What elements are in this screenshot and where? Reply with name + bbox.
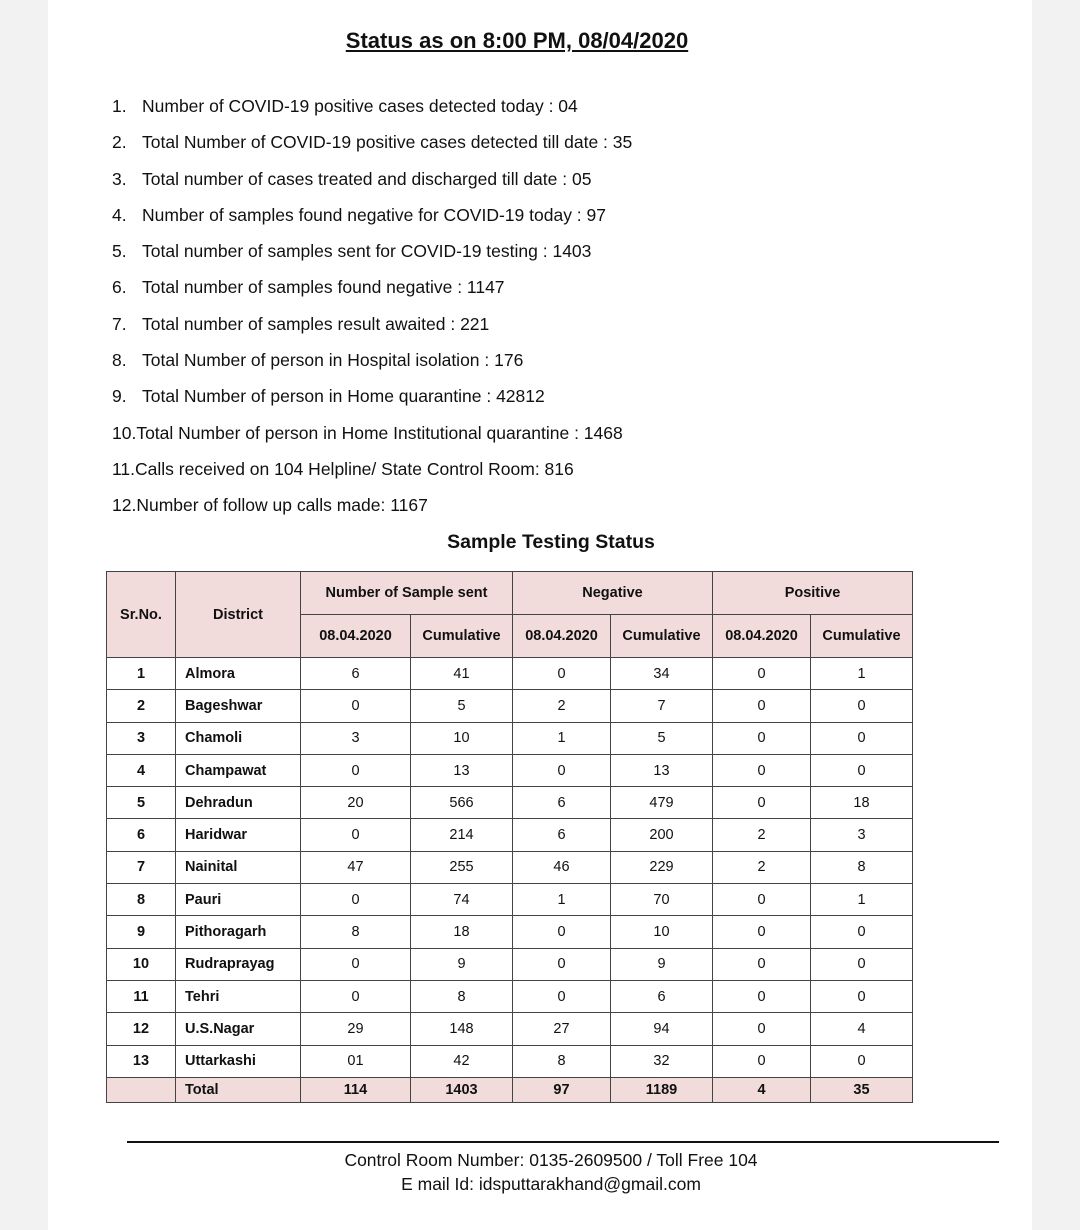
row-district: Pithoragarh: [176, 916, 301, 948]
row-value: 0: [811, 948, 913, 980]
row-value: 74: [411, 884, 513, 916]
summary-item-text: Calls received on 104 Helpline/ State Control Room: 816: [135, 458, 574, 479]
summary-item-number: 9.: [112, 386, 127, 407]
summary-item: [112, 166, 632, 202]
row-srno: 8: [107, 884, 176, 916]
row-district: Champawat: [176, 754, 301, 786]
table-row: [107, 722, 913, 754]
table-body: [107, 658, 913, 1078]
row-value: 5: [411, 690, 513, 722]
row-value: 148: [411, 1013, 513, 1045]
summary-item-number: 4.: [112, 204, 127, 225]
row-value: 42: [411, 1045, 513, 1077]
row-value: 0: [713, 1045, 811, 1077]
summary-item-number: 8.: [112, 350, 127, 371]
header-cumulative: Cumulative: [411, 615, 513, 658]
row-value: 7: [611, 690, 713, 722]
row-value: 3: [811, 819, 913, 851]
summary-item: [112, 456, 632, 492]
summary-item: [112, 129, 632, 165]
row-srno: 9: [107, 916, 176, 948]
row-district: Tehri: [176, 980, 301, 1012]
row-srno: 11: [107, 980, 176, 1012]
row-value: 3: [301, 722, 411, 754]
control-room-number: Control Room Number: 0135-2609500 / Toll Free 104: [344, 1150, 758, 1170]
header-srno: Sr.No.: [107, 572, 176, 658]
row-value: 0: [713, 980, 811, 1012]
row-value: 1: [513, 722, 611, 754]
table-row: [107, 754, 913, 786]
summary-item-text: Total number of samples found negative : 1147: [142, 277, 505, 298]
row-srno: 12: [107, 1013, 176, 1045]
summary-item: [112, 202, 632, 238]
table-row: [107, 948, 913, 980]
row-district: U.S.Nagar: [176, 1013, 301, 1045]
page-title: Status as on 8:00 PM, 08/04/2020: [345, 28, 689, 53]
summary-item-text: Total number of cases treated and discharged till date : 05: [142, 168, 592, 189]
table-row: [107, 851, 913, 883]
row-value: 566: [411, 787, 513, 819]
row-value: 46: [513, 851, 611, 883]
summary-item: [112, 420, 632, 456]
row-value: 1: [811, 884, 913, 916]
row-district: Dehradun: [176, 787, 301, 819]
row-value: 214: [411, 819, 513, 851]
summary-item-number: 12.: [112, 495, 137, 516]
row-value: 4: [811, 1013, 913, 1045]
row-value: 0: [301, 754, 411, 786]
row-value: 0: [301, 884, 411, 916]
row-value: 0: [713, 754, 811, 786]
row-district: Rudraprayag: [176, 948, 301, 980]
row-value: 27: [513, 1013, 611, 1045]
summary-item-number: 3.: [112, 168, 127, 189]
footer-divider: [127, 1141, 999, 1143]
row-srno: 1: [107, 658, 176, 690]
row-value: 6: [513, 819, 611, 851]
row-value: 229: [611, 851, 713, 883]
row-value: 8: [411, 980, 513, 1012]
header-cumulative: Cumulative: [611, 615, 713, 658]
summary-item: [112, 93, 632, 129]
row-value: 1: [811, 658, 913, 690]
row-value: 94: [611, 1013, 713, 1045]
summary-item: [112, 492, 632, 528]
row-district: Pauri: [176, 884, 301, 916]
table-row: [107, 884, 913, 916]
summary-item-number: 7.: [112, 313, 127, 334]
row-value: 0: [713, 658, 811, 690]
total-cell: [107, 1077, 176, 1102]
row-value: 47: [301, 851, 411, 883]
row-value: 2: [513, 690, 611, 722]
header-date: 08.04.2020: [713, 615, 811, 658]
row-value: 0: [811, 916, 913, 948]
row-value: 255: [411, 851, 513, 883]
summary-item-number: 11.: [112, 458, 136, 479]
header-date: 08.04.2020: [513, 615, 611, 658]
row-value: 0: [811, 1045, 913, 1077]
row-value: 8: [811, 851, 913, 883]
summary-item-text: Total Number of person in Home quarantine : 42812: [142, 386, 545, 407]
summary-item-number: 10.: [112, 422, 137, 443]
row-value: 32: [611, 1045, 713, 1077]
row-value: 0: [513, 948, 611, 980]
summary-item-text: Total Number of COVID-19 positive cases detected till date : 35: [142, 132, 633, 153]
row-value: 0: [513, 754, 611, 786]
row-value: 18: [811, 787, 913, 819]
summary-item: [112, 311, 632, 347]
row-srno: 6: [107, 819, 176, 851]
row-srno: 10: [107, 948, 176, 980]
row-district: Almora: [176, 658, 301, 690]
row-value: 41: [411, 658, 513, 690]
header-date: 08.04.2020: [301, 615, 411, 658]
row-value: 10: [611, 916, 713, 948]
table-title: Sample Testing Status: [447, 531, 655, 553]
row-srno: 5: [107, 787, 176, 819]
row-value: 0: [513, 916, 611, 948]
row-value: 6: [611, 980, 713, 1012]
row-value: 0: [713, 722, 811, 754]
summary-item-text: Total number of samples sent for COVID-19 testing : 1403: [142, 241, 592, 262]
table-row: [107, 1013, 913, 1045]
total-cell: 35: [811, 1077, 913, 1102]
row-value: 0: [811, 980, 913, 1012]
row-value: 34: [611, 658, 713, 690]
row-srno: 4: [107, 754, 176, 786]
footer: [0, 1148, 1080, 1196]
header-cumulative: Cumulative: [811, 615, 913, 658]
summary-item: [112, 383, 632, 419]
row-value: 0: [713, 787, 811, 819]
row-value: 0: [811, 754, 913, 786]
row-value: 70: [611, 884, 713, 916]
summary-item-text: Total number of samples result awaited : 221: [142, 313, 490, 334]
row-value: 6: [301, 658, 411, 690]
summary-item-text: Number of COVID-19 positive cases detected today : 04: [142, 96, 578, 116]
summary-item-number: 6.: [112, 277, 127, 298]
row-district: Haridwar: [176, 819, 301, 851]
row-value: 0: [713, 1013, 811, 1045]
row-srno: 2: [107, 690, 176, 722]
email-id: E mail Id: idsputtarakhand@gmail.com: [401, 1174, 701, 1194]
table-row: [107, 690, 913, 722]
header-positive: Positive: [713, 572, 913, 615]
summary-item: [112, 274, 632, 310]
total-cell: 1403: [411, 1077, 513, 1102]
row-value: 6: [513, 787, 611, 819]
total-cell: 1189: [611, 1077, 713, 1102]
row-value: 0: [301, 819, 411, 851]
row-value: 9: [411, 948, 513, 980]
summary-item-number: 5.: [112, 241, 127, 262]
table-row: [107, 1045, 913, 1077]
row-value: 20: [301, 787, 411, 819]
table-row: [107, 787, 913, 819]
row-value: 0: [513, 980, 611, 1012]
row-value: 5: [611, 722, 713, 754]
row-value: 0: [811, 690, 913, 722]
row-value: 0: [513, 658, 611, 690]
summary-item-number: 1.: [112, 96, 127, 116]
status-summary-list: [112, 93, 632, 529]
row-value: 8: [301, 916, 411, 948]
table-row: [107, 658, 913, 690]
sample-testing-table: [106, 571, 913, 1103]
row-value: 2: [713, 819, 811, 851]
summary-item-text: Number of samples found negative for COVID-19 today : 97: [142, 204, 606, 225]
row-value: 1: [513, 884, 611, 916]
row-value: 18: [411, 916, 513, 948]
header-negative: Negative: [513, 572, 713, 615]
row-district: Uttarkashi: [176, 1045, 301, 1077]
row-value: 479: [611, 787, 713, 819]
summary-item: [112, 238, 632, 274]
summary-item: [112, 347, 632, 383]
row-value: 8: [513, 1045, 611, 1077]
row-value: 200: [611, 819, 713, 851]
total-cell: 97: [513, 1077, 611, 1102]
row-value: 13: [611, 754, 713, 786]
total-label: Total: [176, 1077, 301, 1102]
summary-item-text: Total Number of person in Home Institutional quarantine : 1468: [136, 422, 623, 443]
summary-item-text: Number of follow up calls made: 1167: [136, 495, 428, 516]
row-value: 0: [713, 916, 811, 948]
header-district: District: [176, 572, 301, 658]
row-value: 0: [301, 980, 411, 1012]
table-row: [107, 916, 913, 948]
row-value: 01: [301, 1045, 411, 1077]
total-cell: 4: [713, 1077, 811, 1102]
summary-item-text: Total Number of person in Hospital isolation : 176: [142, 350, 524, 371]
row-value: 0: [301, 948, 411, 980]
row-srno: 3: [107, 722, 176, 754]
row-district: Nainital: [176, 851, 301, 883]
row-value: 0: [811, 722, 913, 754]
table-row: [107, 819, 913, 851]
row-value: 29: [301, 1013, 411, 1045]
row-value: 0: [301, 690, 411, 722]
row-srno: 13: [107, 1045, 176, 1077]
row-value: 0: [713, 948, 811, 980]
table-row: [107, 980, 913, 1012]
row-district: Chamoli: [176, 722, 301, 754]
row-value: 13: [411, 754, 513, 786]
row-srno: 7: [107, 851, 176, 883]
row-value: 0: [713, 690, 811, 722]
row-value: 2: [713, 851, 811, 883]
row-value: 10: [411, 722, 513, 754]
row-value: 9: [611, 948, 713, 980]
header-samples-sent: Number of Sample sent: [301, 572, 513, 615]
total-row: [107, 1077, 913, 1102]
row-district: Bageshwar: [176, 690, 301, 722]
total-cell: 114: [301, 1077, 411, 1102]
summary-item-number: 2.: [112, 132, 127, 153]
row-value: 0: [713, 884, 811, 916]
